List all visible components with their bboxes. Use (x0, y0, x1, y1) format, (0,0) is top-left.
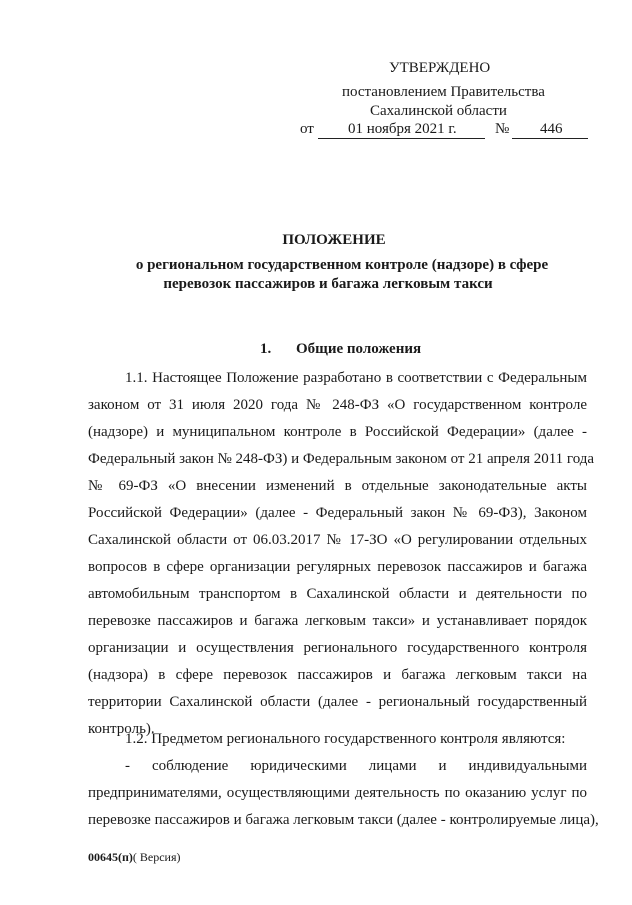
approval-line2: Сахалинской области (370, 103, 507, 119)
paragraph-line: 1.2. Предметом регионального государственного контроля являются: (125, 731, 566, 747)
footer-version: ( Версия) (132, 850, 181, 864)
paragraph-line: автомобильным транспортом в Сахалинской области и деятельности по (88, 586, 587, 602)
paragraph-1-2 (88, 726, 599, 834)
approval-number-underline (512, 138, 588, 139)
document-title: ПОЛОЖЕНИЕ (282, 232, 386, 248)
paragraph-line: № 69-ФЗ «О внесении изменений в отдельные законодательные акты (88, 478, 587, 494)
paragraph-line: вопросов в сфере организации регулярных перевозок пассажиров и багажа (88, 559, 587, 575)
approval-heading: УТВЕРЖДЕНО (389, 60, 491, 76)
paragraph-line: перевозке пассажиров и багажа легковым такси» и устанавливает порядок (88, 613, 587, 629)
approval-number: 446 (540, 121, 563, 137)
approval-number-label: № (495, 121, 510, 137)
section-number: 1. (260, 341, 272, 357)
paragraph-1-1 (88, 365, 595, 743)
approval-from-label: от (300, 121, 314, 137)
paragraph-line: законом от 31 июля 2020 года № 248-ФЗ «О государственном контроле (88, 397, 587, 413)
approval-date-underline (318, 138, 485, 139)
paragraph-line: предпринимателями, осуществляющими деятельность по оказанию услуг по (88, 785, 587, 801)
paragraph-line: - соблюдение юридическими лицами и индивидуальными (125, 758, 587, 774)
approval-date: 01 ноября 2021 г. (348, 121, 457, 137)
paragraph-line: территории Сахалинской области (далее - региональный государственный (88, 694, 587, 710)
footer-document-code (88, 850, 181, 865)
paragraph-line: Российской Федерации» (далее - Федеральный закон № 69-ФЗ), Законом (88, 505, 587, 521)
paragraph-line: Федеральный закон № 248-ФЗ) и Федеральным законом от 21 апреля 2011 года (88, 451, 595, 467)
paragraph-line: Сахалинской области от 06.03.2017 № 17-ЗО «О регулировании отдельных (88, 532, 587, 548)
document-subtitle-line1: о региональном государственном контроле (надзоре) в сфере (135, 257, 549, 273)
section-heading: Общие положения (296, 341, 422, 357)
document-subtitle-line2: перевозок пассажиров и багажа легковым такси (163, 276, 493, 292)
paragraph-line: контроль). (88, 721, 155, 737)
paragraph-line: (надзоре) и муниципальном контроле в Российской Федерации» (далее - (88, 424, 587, 440)
approval-line1: постановлением Правительства (342, 84, 545, 100)
paragraph-line: перевозке пассажиров и багажа легковым такси (далее - контролируемые лица), (88, 812, 599, 828)
paragraph-line: 1.1. Настоящее Положение разработано в соответствии с Федеральным (125, 370, 587, 386)
footer-code: 00645(п) (88, 850, 133, 864)
paragraph-line: организации и осуществления регионального государственного контроля (88, 640, 587, 656)
paragraph-line: (надзора) в сфере перевозок пассажиров и багажа легковым такси на (88, 667, 587, 683)
